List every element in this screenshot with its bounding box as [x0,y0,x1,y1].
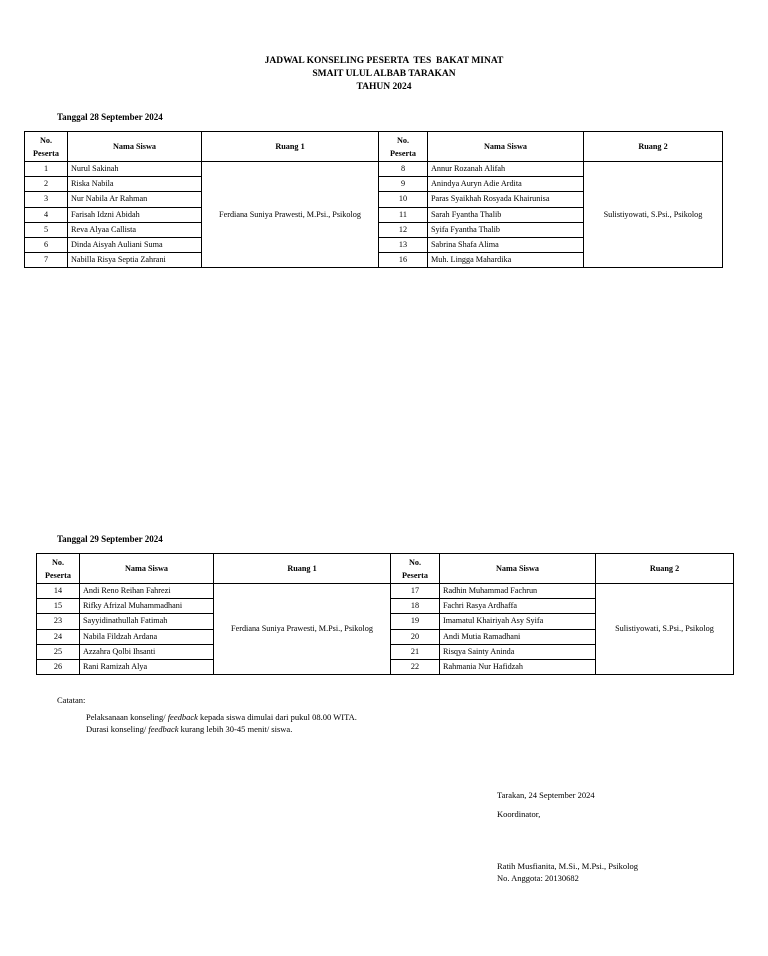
student-name: Rifky Afrizal Muhammadhani [80,599,214,614]
signature-member-no: No. Anggota: 20130682 [497,873,579,883]
student-name: Reva Alyaa Callista [68,222,202,237]
header-ruang-1: Ruang 1 [214,554,391,584]
student-name: Sabrina Shafa Alima [428,237,584,252]
notes-heading: Catatan: [57,695,86,705]
note-line-2: Durasi konseling/ feedback kurang lebih 30-45 menit/ siswa. [86,724,293,734]
title-line-1: JADWAL KONSELING PESERTA TES BAKAT MINAT [264,56,504,66]
participant-number: 9 [379,177,428,192]
room-1-counselor: Ferdiana Suniya Prawesti, M.Psi., Psikolog [214,584,391,675]
table-row [37,584,734,599]
table-header-row [25,132,723,162]
title-line-3: TAHUN 2024 [356,82,412,92]
student-name: Muh. Lingga Mahardika [428,253,584,268]
student-name: Farisah Idzni Abidah [68,207,202,222]
header-nama-siswa: Nama Siswa [68,132,202,162]
student-name: Paras Syaikhah Rosyada Khairunisa [428,192,584,207]
participant-number: 26 [37,659,80,674]
participant-number: 20 [391,629,440,644]
signature-place-date: Tarakan, 24 September 2024 [497,790,595,800]
document-title [0,55,768,94]
table-header-row [37,554,734,584]
table-row [25,162,723,177]
header-nama-siswa: Nama Siswa [440,554,596,584]
student-name: Nur Nabila Ar Rahman [68,192,202,207]
title-line-2: SMAIT ULUL ALBAB TARAKAN [312,69,456,79]
student-name: Nabila Fildzah Ardana [80,629,214,644]
participant-number: 24 [37,629,80,644]
header-no: No. Peserta [379,132,428,162]
student-name: Syifa Fyantha Thalib [428,222,584,237]
participant-number: 4 [25,207,68,222]
participant-number: 11 [379,207,428,222]
student-name: Dinda Aisyah Auliani Suma [68,237,202,252]
header-nama-siswa: Nama Siswa [80,554,214,584]
room-2-counselor: Sulistiyowati, S.Psi., Psikolog [584,162,723,268]
participant-number: 15 [37,599,80,614]
student-name: Riska Nabila [68,177,202,192]
participant-number: 10 [379,192,428,207]
participant-number: 25 [37,644,80,659]
student-name: Anindya Auryn Adie Ardita [428,177,584,192]
participant-number: 21 [391,644,440,659]
participant-number: 23 [37,614,80,629]
participant-number: 8 [379,162,428,177]
student-name: Andi Mutia Ramadhani [440,629,596,644]
participant-number: 6 [25,237,68,252]
participant-number: 18 [391,599,440,614]
room-2-counselor: Sulistiyowati, S.Psi., Psikolog [596,584,734,675]
header-nama-siswa: Nama Siswa [428,132,584,162]
participant-number: 22 [391,659,440,674]
schedule-table [24,131,723,268]
room-1-counselor: Ferdiana Suniya Prawesti, M.Psi., Psikolog [202,162,379,268]
participant-number: 13 [379,237,428,252]
participant-number: 16 [379,253,428,268]
student-name: Sayyidinathullah Fatimah [80,614,214,629]
participant-number: 5 [25,222,68,237]
header-no: No. Peserta [25,132,68,162]
student-name: Imamatul Khairiyah Asy Syifa [440,614,596,629]
student-name: Rahmania Nur Hafidzah [440,659,596,674]
student-name: Andi Reno Reihan Fahrezi [80,584,214,599]
student-name: Radhin Muhammad Fachrun [440,584,596,599]
student-name: Sarah Fyantha Thalib [428,207,584,222]
student-name: Risqya Sainty Aninda [440,644,596,659]
participant-number: 12 [379,222,428,237]
schedule-date-label: Tanggal 29 September 2024 [57,534,163,544]
participant-number: 19 [391,614,440,629]
student-name: Annur Rozanah Alifah [428,162,584,177]
header-no: No. Peserta [391,554,440,584]
participant-number: 1 [25,162,68,177]
student-name: Azzahra Qolbi Ihsanti [80,644,214,659]
participant-number: 17 [391,584,440,599]
student-name: Rani Ramizah Alya [80,659,214,674]
participant-number: 2 [25,177,68,192]
student-name: Fachri Rasya Ardhaffa [440,599,596,614]
header-ruang-2: Ruang 2 [584,132,723,162]
participant-number: 3 [25,192,68,207]
student-name: Nurul Sakinah [68,162,202,177]
schedule-date-label: Tanggal 28 September 2024 [57,112,163,122]
signature-name: Ratih Musfianita, M.Si., M.Psi., Psikolog [497,861,638,871]
schedule-table [36,553,734,675]
header-ruang-2: Ruang 2 [596,554,734,584]
signature-role: Koordinator, [497,809,541,819]
note-line-1: Pelaksanaan konseling/ feedback kepada siswa dimulai dari pukul 08.00 WITA. [86,712,357,722]
header-ruang-1: Ruang 1 [202,132,379,162]
header-no: No. Peserta [37,554,80,584]
participant-number: 14 [37,584,80,599]
student-name: Nabilla Risya Septia Zahrani [68,253,202,268]
participant-number: 7 [25,253,68,268]
